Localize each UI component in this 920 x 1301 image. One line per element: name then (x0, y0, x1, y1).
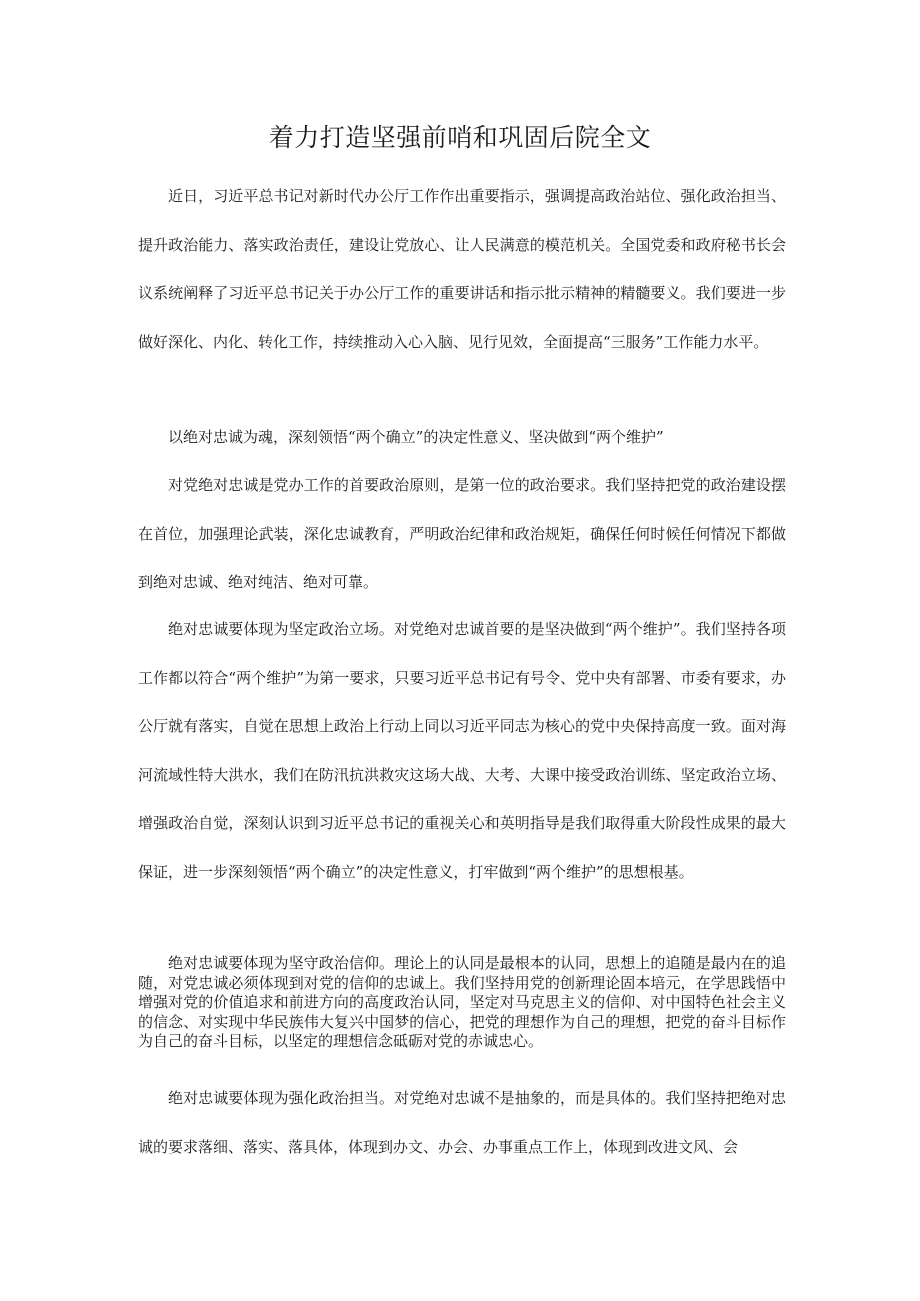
paragraph-principle: 对党绝对忠诚是党办工作的首要政治原则，是第一位的政治要求。我们坚持把党的政治建设摆在首位，加强理论武装，深化忠诚教育，严明政治纪律和政治规矩，确保任何时候任何情况下都做到绝对忠诚、绝对纯洁、绝对可靠。 (138, 476, 786, 591)
paragraph-political-belief: 绝对忠诚要体现为坚守政治信仰。理论上的认同是最根本的认同，思想上的追随是最内在的追随，对党忠诚必须体现到对党的信仰的忠诚上。我们坚持用党的创新理论固本培元，在学思践悟中增强对党的价值追求和前进方向的高度政治认同，坚定对马克思主义的信仰、对中国特色社会主义的信念、对实现中华民族伟大复兴中国梦的信心，把党的理想作为自己的理想，把党的奋斗目标作为自己的奋斗目标，以坚定的理想信念砥砺对党的赤诚忠心。 (138, 954, 786, 1050)
paragraph-intro: 近日，习近平总书记对新时代办公厅工作作出重要指示，强调提高政治站位、强化政治担当、提升政治能力、落实政治责任，建设让党放心、让人民满意的模范机关。全国党委和政府秘书长会议系统阐释了习近平总书记关于办公厅工作的重要讲话和指示批示精神的精髓要义。我们要进一步做好深化、内化、转化工作，持续推动入心入脑、见行见效，全面提高“三服务”工作能力水平。 (138, 187, 786, 351)
section-heading: 以绝对忠诚为魂，深刻领悟“两个确立”的决定性意义、坚决做到“两个维护” (168, 428, 664, 446)
document-title: 着力打造坚强前哨和巩固后院全文 (268, 123, 652, 152)
paragraph-political-stance: 绝对忠诚要体现为坚定政治立场。对党绝对忠诚首要的是坚决做到“两个维护”。我们坚持各项工作都以符合“两个维护”为第一要求，只要习近平总书记有号令、党中央有部署、市委有要求，办公厅就有落实，自觉在思想上政治上行动上同以习近平同志为核心的党中央保持高度一致。面对海河流域性特大洪水，我们在防汛抗洪救灾这场大战、大考、大课中接受政治训练、坚定政治立场、增强政治自觉，深刻认识到习近平总书记的重视关心和英明指导是我们取得重大阶段性成果的最大保证，进一步深刻领悟“两个确立”的决定性意义，打牢做到“两个维护”的思想根基。 (138, 620, 786, 881)
paragraph-political-responsibility: 绝对忠诚要体现为强化政治担当。对党绝对忠诚不是抽象的，而是具体的。我们坚持把绝对忠诚的要求落细、落实、落具体，体现到办文、办会、办事重点工作上，体现到改进文风、会 (138, 1089, 786, 1156)
